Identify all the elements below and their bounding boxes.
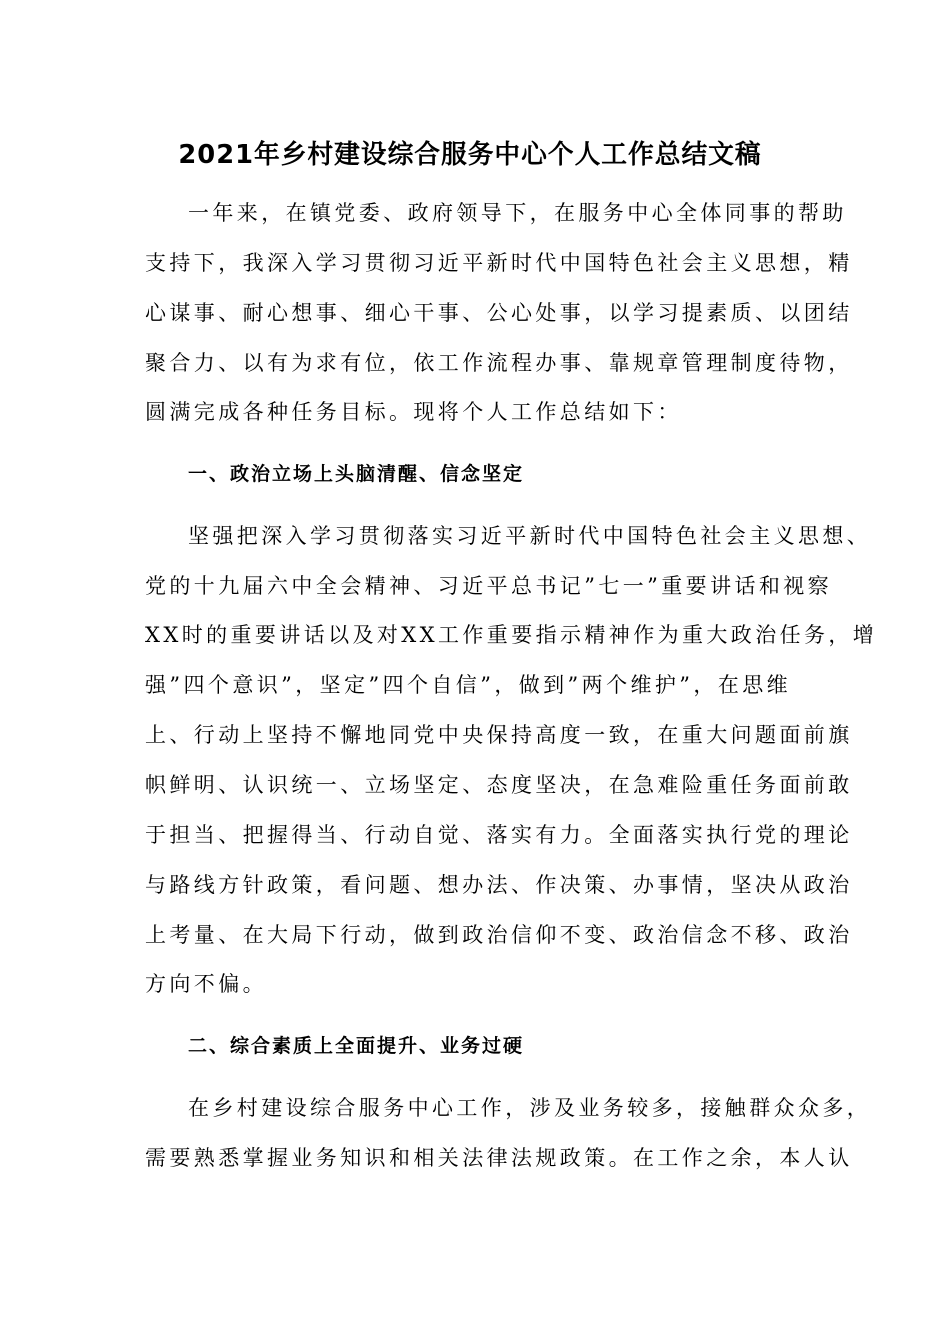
body-line: 坚强把深入学习贯彻落实习近平新时代中国特色社会主义思想、 — [188, 524, 872, 548]
body-line: 支持下，我深入学习贯彻习近平新时代中国特色社会主义思想，精 — [145, 251, 853, 275]
body-line: XX时的重要讲话以及对XX工作重要指示精神作为重大政治任务，增 — [145, 623, 878, 647]
body-line: 方向不偏。 — [145, 972, 267, 996]
body-line: 上、行动上坚持不懈地同党中央保持高度一致，在重大问题面前旗 — [145, 723, 853, 747]
document-title: 2021年乡村建设综合服务中心个人工作总结文稿 — [178, 140, 762, 170]
section-heading: 二、综合素质上全面提升、业务过硬 — [188, 1035, 525, 1057]
body-line: 强”四个意识”，坚定”四个自信”，做到”两个维护”，在思维 — [145, 673, 792, 697]
body-line: 心谋事、耐心想事、细心干事、公心处事，以学习提素质、以团结 — [145, 301, 853, 325]
body-line: 帜鲜明、认识统一、立场坚定、态度坚决，在急难险重任务面前敢 — [145, 773, 853, 797]
body-line: 与路线方针政策，看问题、想办法、作决策、办事情，坚决从政治 — [145, 873, 853, 897]
body-line: 党的十九届六中全会精神、习近平总书记”七一”重要讲话和视察 — [145, 574, 833, 598]
body-line: 圆满完成各种任务目标。现将个人工作总结如下： — [145, 400, 682, 424]
section-heading: 一、政治立场上头脑清醒、信念坚定 — [188, 463, 525, 485]
body-line: 需要熟悉掌握业务知识和相关法律法规政策。在工作之余，本人认 — [145, 1146, 853, 1170]
body-line: 一年来，在镇党委、政府领导下，在服务中心全体同事的帮助 — [188, 201, 847, 225]
body-line: 于担当、把握得当、行动自觉、落实有力。全面落实执行党的理论 — [145, 823, 853, 847]
body-line: 在乡村建设综合服务中心工作，涉及业务较多，接触群众众多， — [188, 1096, 872, 1120]
body-line: 聚合力、以有为求有位，依工作流程办事、靠规章管理制度待物， — [145, 351, 853, 375]
body-line: 上考量、在大局下行动，做到政治信仰不变、政治信念不移、政治 — [145, 923, 853, 947]
